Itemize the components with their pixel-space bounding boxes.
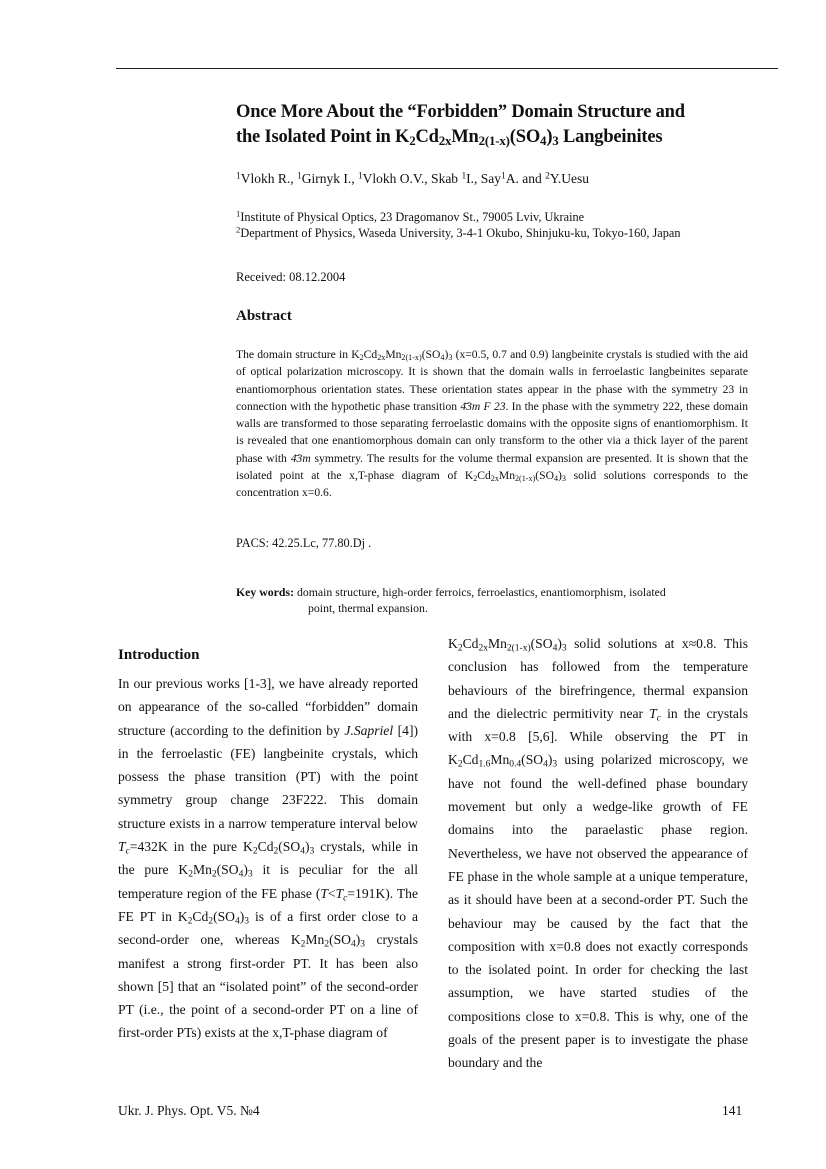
introduction-heading: Introduction [118,647,200,663]
paper-title [236,100,776,150]
affiliations [236,209,796,241]
title-line-1: Once More About the “Forbidden” Domain Structure and [236,102,685,122]
pacs-codes: PACS: 42.25.Lc, 77.80.Dj . [236,536,372,550]
symmetry-group: 4̄3m [290,451,311,465]
right-column [448,632,748,1075]
received-date: Received: 08.12.2004 [236,270,346,284]
affiliation-1: $^1$Institute of Physical Optics, 23 Dragomanov St., 79005 Lviv, Ukraine [236,208,585,224]
introduction-paragraph-continued: $K_2Cd_{2x}Mn_{2(1-x)}(SO_4)_3$ solid solutions at x≈0.8. This conclusion has followed from the temperature behaviours of the birefringence, thermal expansion and the dielectric permitivity near $T_c$ in the crystals with x=0.8 [5,6]. While observing the PT in $K_2Cd_{1.6}Mn_{0.4}(SO_4)_3$ using polarized microscopy, we have not found the well-defined phase boundary movement but only a wedge-like growth of FE domains into the paraelastic phase region. Nevertheless, we have not observed the appearance of FE phase in the whole sample at a unique temperature, as it should have been at a second-order PT. Such the behaviour may be caused by the fact that the composition with x=0.8 does not exactly corresponds to the isolated point. In order for checking the last assumption, we have started studies of the compositions close to x=0.8. This is why, one of the goals of the present paper is to investigate the phase boundary and the [448,636,748,1071]
abstract-body: The domain structure in $K_2Cd_{2x}Mn_{2(1-x)}(SO_4)_3$ (x=0.5, 0.7 and 0.9) langbeinite crystals is studied with the aid of optical polarization microscopy. It is shown that the domain walls in ferroelastic langbeinites separate enantiomorphous orientation states. These orientation states appear in the phase with the symmetry 23 in connection with the hypothetic phase transition 4̄3m F 23. In the phase with the symmetry 222, these domain walls are transformed to those separating ferroelastic domains with the opposite signs of enantiomorphism. It is revealed that one enantiomorphous domain can only transform to the other via a thick layer of the parent phase with 4̄3m symmetry. The results for the volume thermal expansion are presented. It is shown that the isolated point at the x,T-phase diagram of $K_2Cd_{2x}Mn_{2(1-x)}(SO_4)_3$ solid solutions corresponds to the concentration x=0.6. [236,348,748,500]
keywords-label: Key words: [236,585,294,599]
author-list: $^1$Vlokh R., $^1$Girnyk I., $^1$Vlokh O.V., Skab $^1$I., Say$^1$A. and $^2$Y.Uesu [236,171,589,186]
header-rule [116,68,778,69]
symmetry-transition: 4̄3m F 23 [460,399,506,413]
footer-journal: Ukr. J. Phys. Opt. V5. №4 [118,1103,260,1118]
introduction-paragraph: In our previous works [1-3], we have already reported on appearance of the so-called “forbidden” domain structure (according to the definition by J.Sapriel [4]) in the ferroelastic (FE) langbeinite crystals, which possess the phase transition (PT) with the point symmetry group change 23F222. This domain structure exists in a narrow temperature interval below $T_c=432K$ in the pure $K_2Cd_2(SO_4)_3$ crystals, while in the pure $K_2Mn_2(SO_4)_3$ it is peculiar for the all temperature region of the FE phase $(T<T_c=191K)$. The FE PT in $K_2Cd_2(SO_4)_3$ is of a first order close to a second-order one, whereas $K_2Mn_2(SO_4)_3$ crystals manifest a strong first-order PT. It has been also shown [5] that an “isolated point” of the second-order PT (i.e., the point of a second-order PT on a line of first-order PTs) exists at the x,T-phase diagram of [118,676,419,1041]
keywords-line-1: domain structure, high-order ferroics, ferroelastics, enantiomorphism, isolated [294,585,666,599]
title-line-2: the Isolated Point in $K_2Cd_{2x}Mn_{2(1-x)}(SO_4)_3$ Langbeinites [236,127,663,149]
left-column [118,644,418,1045]
footer-page-number: 141 [722,1103,743,1118]
keywords [236,584,756,616]
affiliation-2: $^2$Department of Physics, Waseda University, 3-4-1 Okubo, Shinjuku-ku, Tokyo-160, Japan [236,224,681,240]
keywords-line-2: point, thermal expansion. [308,601,428,615]
abstract-heading: Abstract [236,308,292,324]
